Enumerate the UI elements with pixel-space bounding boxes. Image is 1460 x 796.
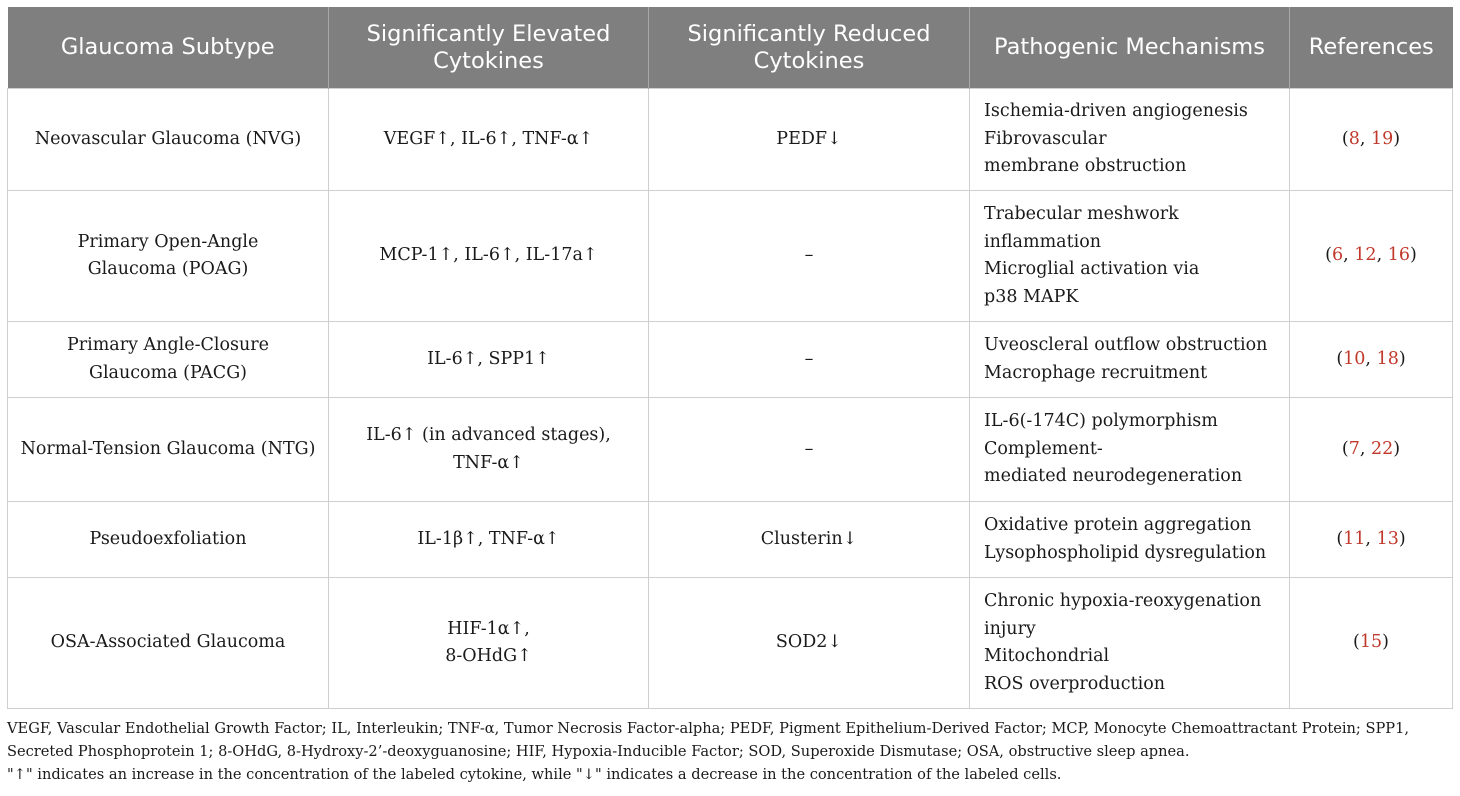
references-cell: (10, 18) bbox=[1290, 322, 1453, 398]
references-cell: (8, 19) bbox=[1290, 89, 1453, 191]
subtype-line: OSA-Associated Glaucoma bbox=[50, 632, 286, 653]
mechanism-line: Chronic hypoxia-reoxygenation bbox=[984, 591, 1262, 611]
mechanism-line: inflammation bbox=[984, 231, 1102, 252]
reduced-cytokines-cell: SOD2↓ bbox=[649, 578, 970, 709]
reference-link[interactable]: 22 bbox=[1371, 438, 1394, 459]
elevated-line: IL-1β↑, TNF-α↑ bbox=[417, 528, 560, 549]
mechanism-line: p38 MAPK bbox=[984, 286, 1079, 307]
reduced-cytokines-cell: – bbox=[649, 191, 970, 322]
elevated-line: TNF-α↑ bbox=[453, 452, 524, 473]
mechanisms-cell bbox=[970, 502, 1290, 578]
elevated-cytokines-cell bbox=[329, 502, 649, 578]
table-header-row bbox=[8, 7, 1453, 89]
mechanism-line: injury bbox=[984, 618, 1036, 639]
references-cell: (11, 13) bbox=[1290, 502, 1453, 578]
reference-link[interactable]: 10 bbox=[1343, 348, 1366, 369]
mechanism-line: Uveoscleral outflow obstruction bbox=[984, 335, 1268, 355]
subtype-cell bbox=[8, 89, 329, 191]
reference-link[interactable]: 12 bbox=[1354, 245, 1377, 266]
reference-link[interactable]: 13 bbox=[1376, 528, 1399, 549]
subtype-line: Normal-Tension Glaucoma (NTG) bbox=[20, 438, 316, 459]
elevated-cytokines-cell bbox=[329, 578, 649, 709]
references-cell: (15) bbox=[1290, 578, 1453, 709]
mechanisms-cell bbox=[970, 89, 1290, 191]
subtype-cell bbox=[8, 191, 329, 322]
mechanisms-cell bbox=[970, 398, 1290, 502]
mechanism-line: mediated neurodegeneration bbox=[984, 466, 1243, 487]
elevated-cytokines-cell bbox=[329, 398, 649, 502]
reduced-cytokines-cell: – bbox=[649, 322, 970, 398]
references-cell: (7, 22) bbox=[1290, 398, 1453, 502]
elevated-cytokines-cell bbox=[329, 322, 649, 398]
table-footnote bbox=[7, 717, 1452, 786]
table-row bbox=[8, 398, 1453, 502]
subtype-line: Primary Open-Angle bbox=[77, 231, 259, 252]
mechanism-line: membrane obstruction bbox=[984, 156, 1187, 177]
reference-link[interactable]: 8 bbox=[1348, 128, 1360, 149]
subtype-line: Glaucoma (PACG) bbox=[88, 362, 248, 383]
subtype-cell bbox=[8, 322, 329, 398]
mechanism-line: IL-6(-174C) polymorphism bbox=[984, 411, 1218, 432]
mechanism-line: Microglial activation via bbox=[984, 259, 1200, 279]
subtype-line: Glaucoma (POAG) bbox=[87, 259, 249, 279]
elevated-line: IL-6↑, SPP1↑ bbox=[427, 348, 550, 369]
header-subtype: Glaucoma Subtype bbox=[8, 7, 329, 89]
header-mechanisms: Pathogenic Mechanisms bbox=[970, 7, 1290, 89]
reference-link[interactable]: 19 bbox=[1371, 128, 1394, 149]
mechanism-line: Fibrovascular bbox=[984, 128, 1107, 149]
reduced-cytokines-cell: – bbox=[649, 398, 970, 502]
mechanism-line: Complement- bbox=[984, 438, 1103, 459]
header-references: References bbox=[1290, 7, 1453, 89]
header-reduced: Significantly Reduced Cytokines bbox=[649, 7, 970, 89]
mechanism-line: Macrophage recruitment bbox=[984, 362, 1208, 383]
table-row bbox=[8, 502, 1453, 578]
reference-link[interactable]: 18 bbox=[1376, 348, 1399, 369]
subtype-line: Pseudoexfoliation bbox=[89, 528, 247, 549]
reduced-cytokines-cell: PEDF↓ bbox=[649, 89, 970, 191]
references-cell: (6, 12, 16) bbox=[1290, 191, 1453, 322]
mechanism-line: Mitochondrial bbox=[984, 646, 1110, 666]
reference-link[interactable]: 16 bbox=[1387, 245, 1410, 266]
table-row bbox=[8, 89, 1453, 191]
reference-link[interactable]: 15 bbox=[1359, 632, 1383, 653]
table-row bbox=[8, 191, 1453, 322]
mechanism-line: Oxidative protein aggregation bbox=[984, 515, 1252, 535]
mechanisms-cell bbox=[970, 322, 1290, 398]
elevated-cytokines-cell bbox=[329, 191, 649, 322]
table-row bbox=[8, 578, 1453, 709]
footnote-arrow-note: "↑" indicates an increase in the concentration of the labeled cytokine, while "↓" indicates a decrease in the concentration of the labeled cells. bbox=[7, 766, 1062, 783]
cytokine-table bbox=[7, 7, 1453, 709]
subtype-cell bbox=[8, 398, 329, 502]
mechanism-line: ROS overproduction bbox=[984, 673, 1166, 694]
mechanisms-cell bbox=[970, 578, 1290, 709]
subtype-cell bbox=[8, 578, 329, 709]
mechanism-line: Ischemia-driven angiogenesis bbox=[984, 101, 1248, 122]
elevated-line: IL-6↑ (in advanced stages), bbox=[366, 425, 611, 445]
mechanisms-cell bbox=[970, 191, 1290, 322]
table-row bbox=[8, 322, 1453, 398]
reference-link[interactable]: 6 bbox=[1332, 245, 1344, 266]
subtype-line: Primary Angle-Closure bbox=[66, 335, 270, 355]
subtype-line: Neovascular Glaucoma (NVG) bbox=[34, 128, 302, 149]
reduced-cytokines-cell: Clusterin↓ bbox=[649, 502, 970, 578]
elevated-line: MCP-1↑, IL-6↑, IL-17a↑ bbox=[379, 245, 598, 266]
footnote-abbreviations-line-2: Secreted Phosphoprotein 1; 8-OHdG, 8-Hydroxy-2’-deoxyguanosine; HIF, Hypoxia-Inducible Factor; SOD, Superoxide Dismutase; OSA, obstructive sleep apnea. bbox=[7, 743, 1190, 760]
header-elevated: Significantly Elevated Cytokines bbox=[329, 7, 649, 89]
elevated-cytokines-cell bbox=[329, 89, 649, 191]
reference-link[interactable]: 7 bbox=[1348, 438, 1360, 459]
subtype-cell bbox=[8, 502, 329, 578]
elevated-line: HIF-1α↑, bbox=[447, 618, 530, 639]
elevated-line: VEGF↑, IL-6↑, TNF-α↑ bbox=[383, 128, 594, 149]
reference-link[interactable]: 11 bbox=[1343, 528, 1366, 549]
elevated-line: 8-OHdG↑ bbox=[445, 646, 532, 666]
cytokine-table-wrapper bbox=[7, 7, 1452, 709]
mechanism-line: Trabecular meshwork bbox=[984, 204, 1179, 224]
mechanism-line: Lysophospholipid dysregulation bbox=[984, 542, 1267, 563]
footnote-abbreviations-line-1: VEGF, Vascular Endothelial Growth Factor; IL, Interleukin; TNF-α, Tumor Necrosis Factor-alpha; PEDF, Pigment Epithelium-Derived Factor; MCP, Monocyte Chemoattractant Protein; SPP1, bbox=[7, 720, 1410, 737]
